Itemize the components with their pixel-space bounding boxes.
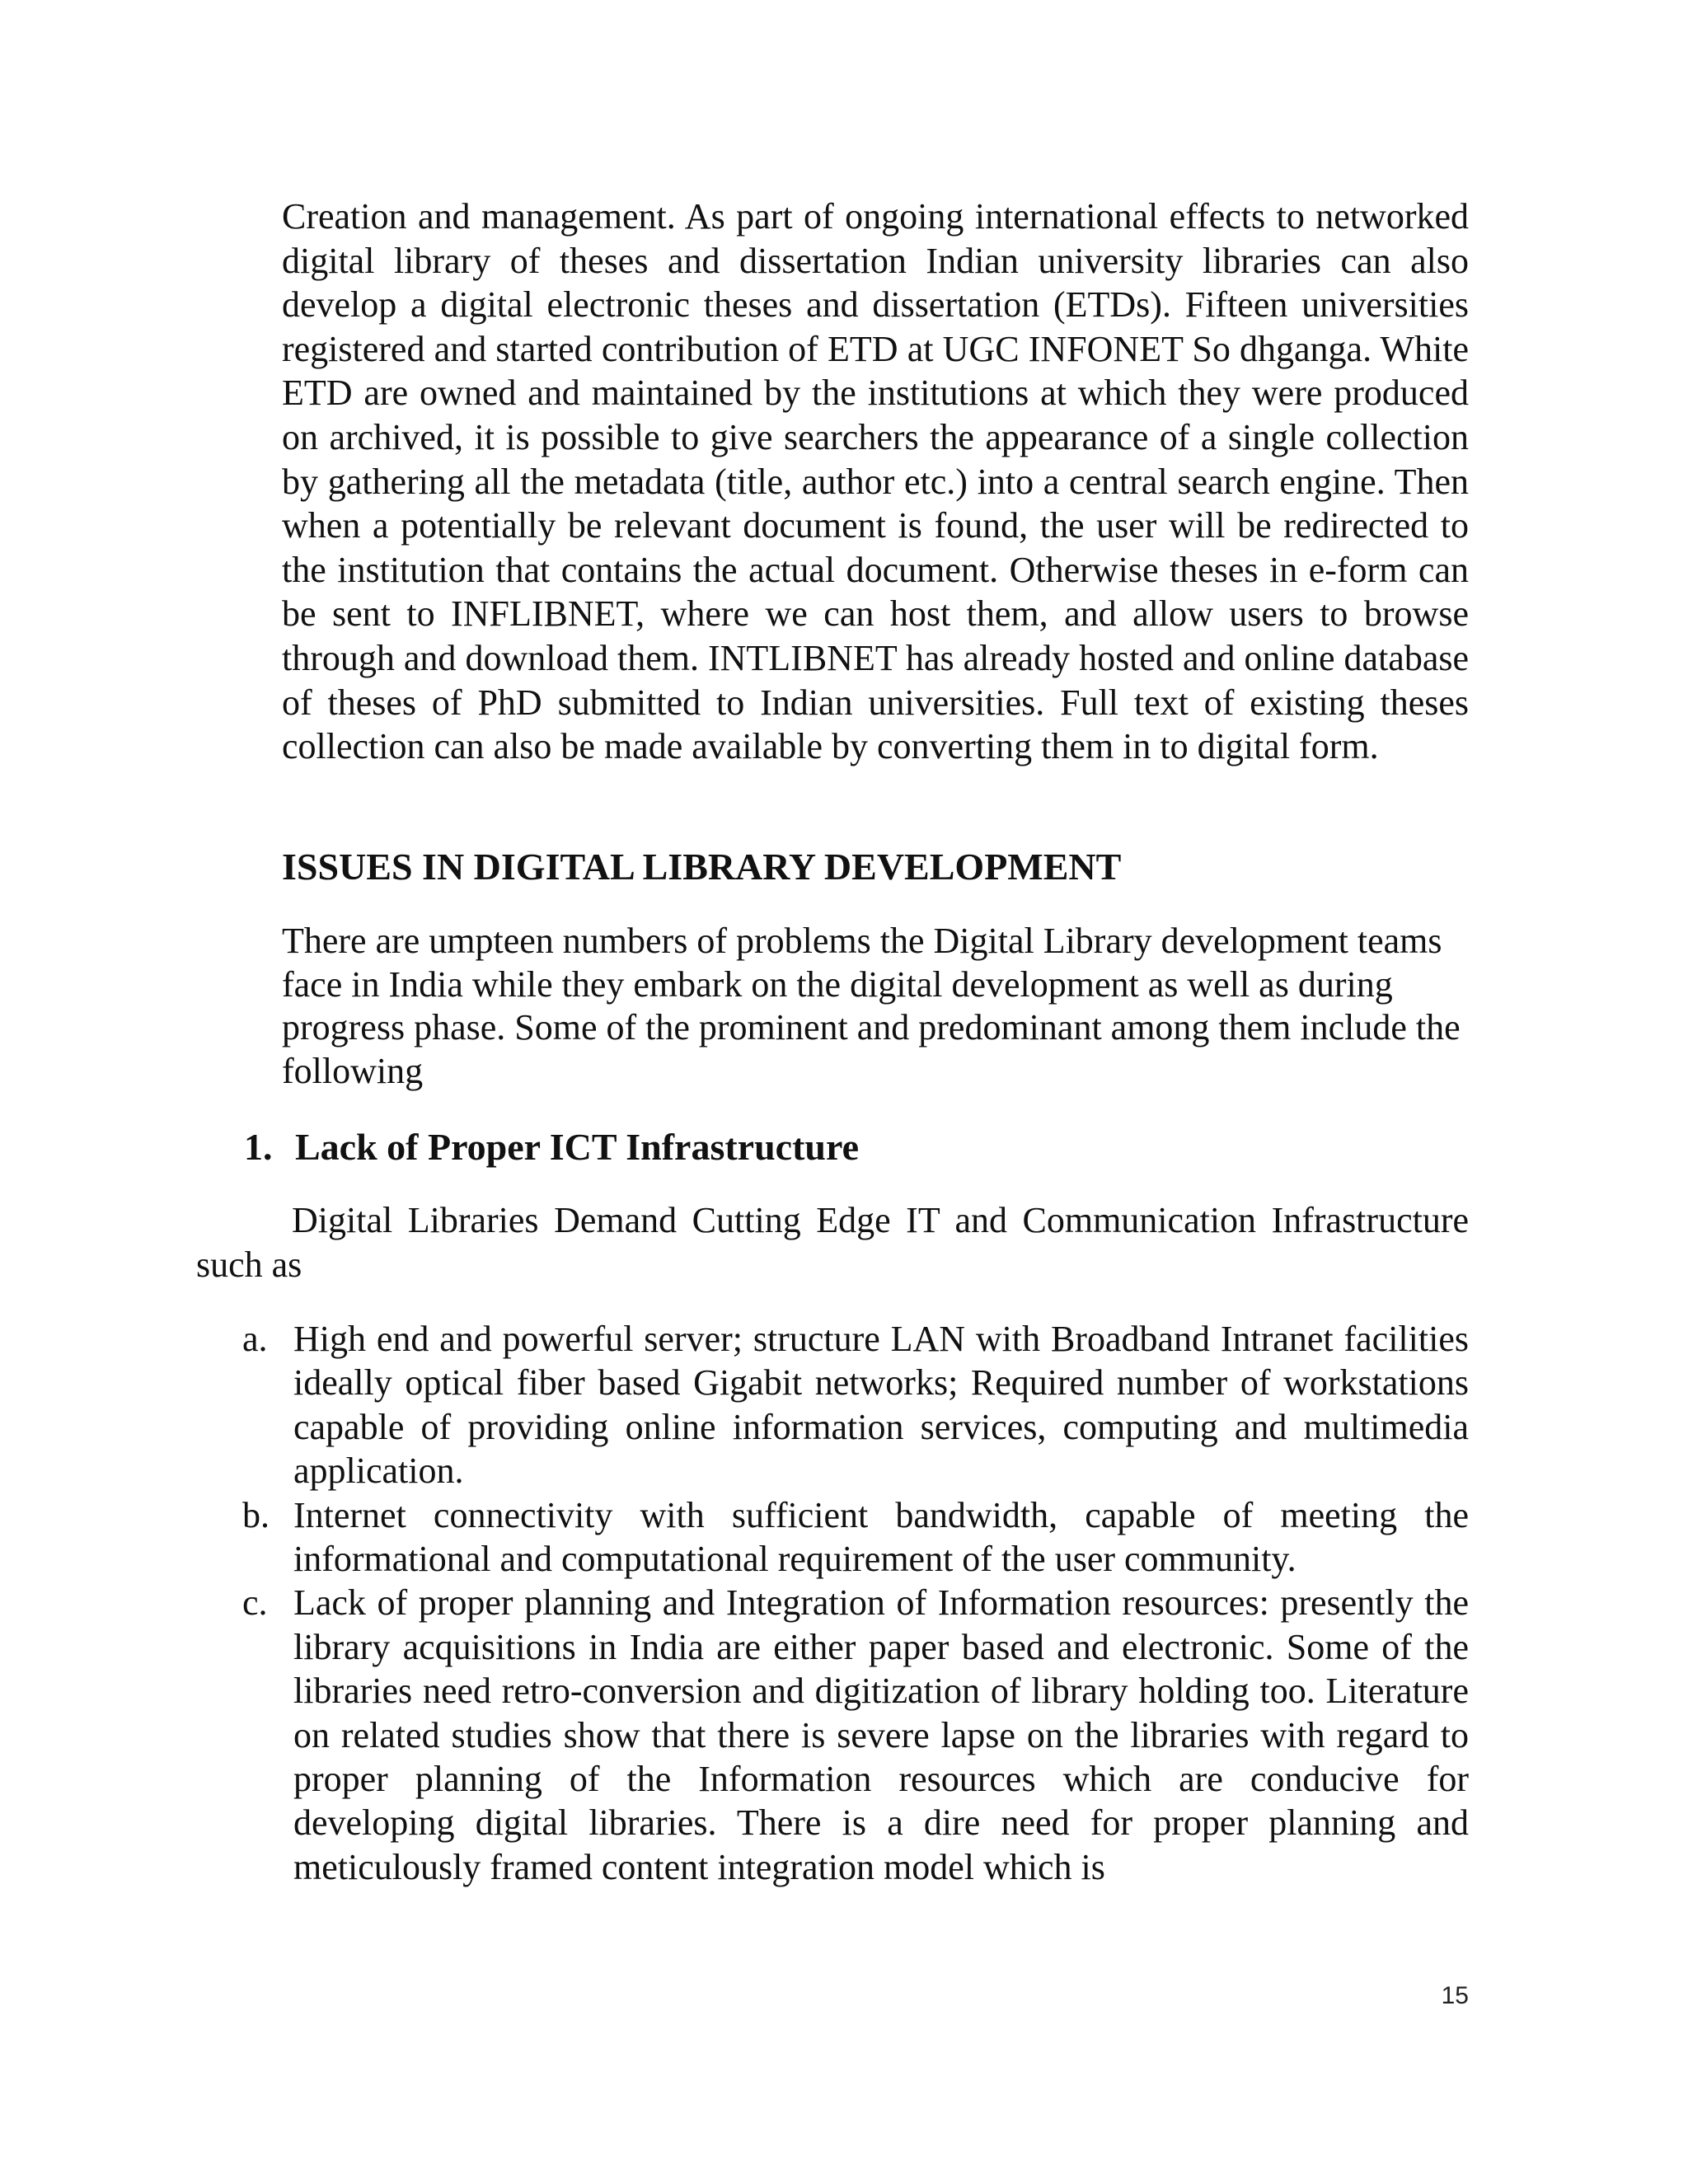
page-number: 15 [1441, 1982, 1469, 2009]
intro-paragraph: Creation and management. As part of ongoing international effects to networked digital library of theses and dissertation Indian university libraries can also develop a digital electronic theses and dissertation (ETDs). Fifteen universities registered and started contribution of ETD at UGC INFONET So dhganga. White ETD are owned and maintained by the institutions at which they were produced on archived, it is possible to give searchers the appearance of a single collection by gathering all the metadata (title, author etc.) into a central search engine. Then when a potentially be relevant document is found, the user will be redirected to the institution that contains the actual document. Otherwise theses in e-form can be sent to INFLIBNET, where we can host them, and allow users to browse through and download them. INTLIBNET has already hosted and online database of theses of PhD submitted to Indian universities. Full text of existing theses collection can also be made available by converting them in to digital form. [282, 196, 1469, 767]
list-item [242, 1317, 1469, 1493]
section-heading: ISSUES IN DIGITAL LIBRARY DEVELOPMENT [282, 846, 1122, 888]
list-item-text: Internet connectivity with sufficient bandwidth, capable of meeting the informational and computational requirement of the user community. [293, 1494, 1469, 1580]
list-marker: c. [242, 1582, 268, 1624]
heading-title: Lack of Proper ICT Infrastructure [295, 1126, 860, 1168]
list-item [242, 1493, 1469, 1582]
list-item [242, 1581, 1469, 1889]
heading-number: 1. [244, 1126, 273, 1168]
numbered-heading [244, 1124, 859, 1170]
list-item-text: Lack of proper planning and Integration of Information resources: presently the library acquisitions in India are either paper based and electronic. Some of the libraries need retro-conversion and digitization of library holding too. Literature on related studies show that there is severe lapse on the libraries with regard to proper planning of the Information resources which are conducive for developing digital libraries. There is a dire need for proper planning and meticulously framed content integration model which is [293, 1582, 1469, 1887]
issues-paragraph: There are umpteen numbers of problems the Digital Library development teams face in India while they embark on the digital development as well as during progress phase. Some of the prominent and predominant among them include the following [282, 921, 1461, 1091]
infrastructure-paragraph: Digital Libraries Demand Cutting Edge IT and Communication Infrastructure such as [196, 1200, 1469, 1285]
list-marker: b. [242, 1494, 270, 1535]
list-item-text: High end and powerful server; structure LAN with Broadband Intranet facilities ideally optical fiber based Gigabit networks; Required number of workstations capable of providing online information services, computing and multimedia application. [293, 1319, 1469, 1492]
list-marker: a. [242, 1319, 268, 1359]
infrastructure-list [242, 1317, 1469, 1889]
